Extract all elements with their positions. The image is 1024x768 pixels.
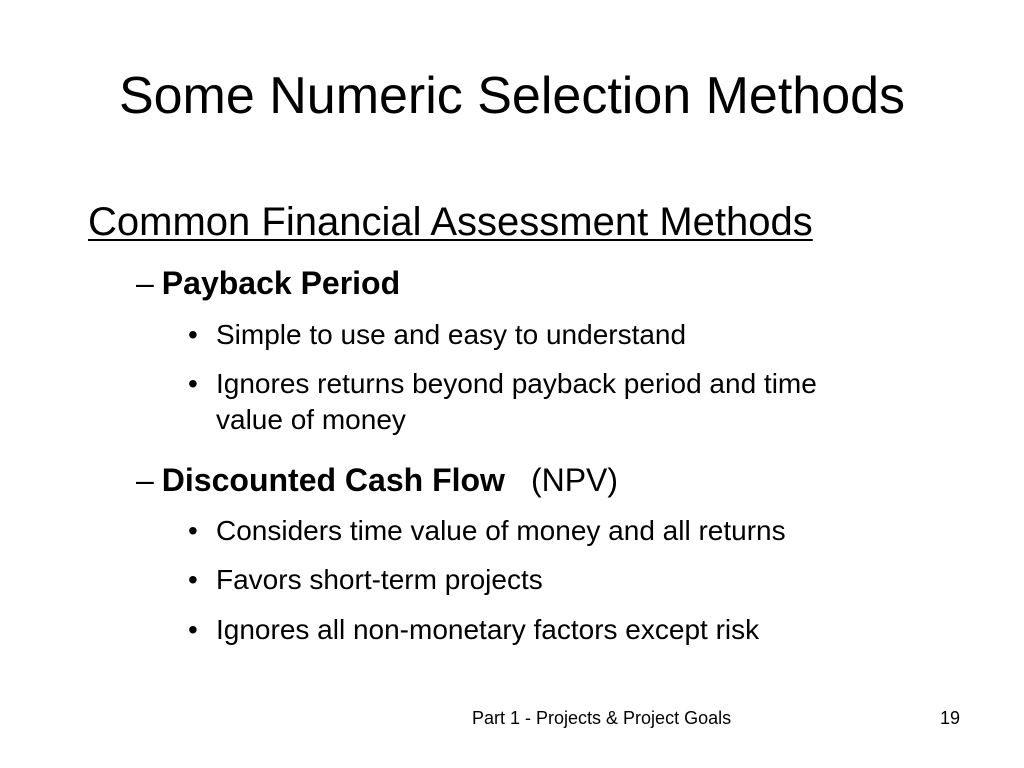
method-name: Payback Period	[161, 265, 401, 301]
bullet-icon: •	[188, 319, 198, 350]
bullet-icon: •	[188, 515, 198, 546]
method-payback-period	[136, 263, 400, 303]
bullet-text: Ignores returns beyond payback period and time value of money	[216, 368, 817, 435]
footer-text: Part 1 - Projects & Project Goals	[472, 708, 732, 728]
bullet-icon: •	[188, 368, 198, 399]
page-number: 19	[940, 708, 961, 728]
bullet-icon: •	[188, 564, 198, 595]
list-item	[188, 513, 976, 549]
bullet-text: Considers time value of money and all returns	[216, 515, 786, 546]
bullet-text: Simple to use and easy to understand	[216, 319, 687, 350]
list-item	[188, 612, 976, 648]
method-discounted-cash-flow	[136, 460, 618, 500]
slide-title: Some Numeric Selection Methods	[118, 67, 906, 125]
section-heading: Common Financial Assessment Methods	[88, 200, 813, 244]
bullet-icon: •	[188, 614, 198, 645]
method-name: Discounted Cash Flow	[161, 462, 505, 498]
dash-marker: –	[136, 462, 154, 498]
list-item	[188, 317, 896, 353]
list-item	[188, 562, 896, 598]
dash-marker: –	[136, 265, 154, 301]
bullet-text: Ignores all non-monetary factors except risk	[216, 614, 760, 645]
list-item	[188, 366, 886, 438]
bullet-text: Favors short-term projects	[216, 564, 543, 595]
method-suffix: (NPV)	[530, 462, 619, 498]
